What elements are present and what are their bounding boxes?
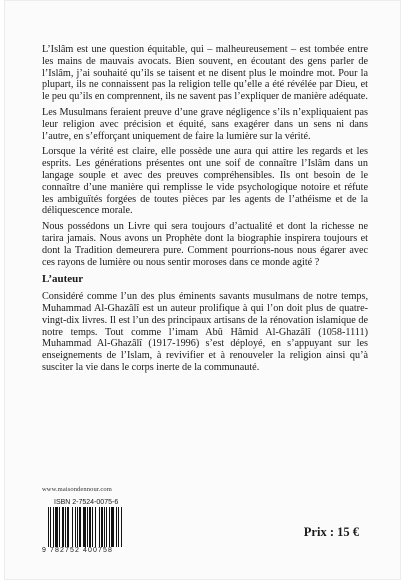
back-cover-text	[42, 44, 368, 378]
blurb-paragraph-2: Les Musulmans feraient preuve d’une grave négligence s’ils n’expliquaient pas leur religion avec précision et équité, sans exagérer dans un sens ni dans l’autre, en s’efforçant uniquement de faire la lumière sur la vérité.	[42, 106, 368, 142]
isbn-label: ISBN 2-7524-0075-6	[54, 499, 119, 506]
author-paragraph: Considéré comme l’un des plus éminents savants musulmans de notre temps, Muhammad Al-Ghazâlî est un auteur prolifique à qui l’on doit plus de quatre-vingt-dix livres. Il est l’un des principaux artisans de la rénovation islamique de notre temps. Tout comme l’imam Abû Hâmid Al-Ghazâlî (1058-1111) Muhammad Al-Ghazâlî (1917-1996) s’est déployé, en s’appuyant sur les enseignements de l’Islam, à revivifier et à renouveler la religion ainsi qu’à susciter la vie dans le corps inerte de la communauté.	[42, 291, 368, 373]
barcode-block	[42, 486, 152, 554]
barcode-bar	[122, 507, 123, 547]
back-cover	[4, 0, 401, 580]
blurb-paragraph-4: Nous possédons un Livre qui sera toujours d’actualité et dont la richesse ne tarira jamais. Nous avons un Prophète dont la biographie inspirera toujours et dont la Tradition demeurera pure. Comment pourrions-nous nous égarer avec ces rayons de lumière ou nous sentir moroses dans ce monde agité ?	[42, 221, 368, 268]
blurb-paragraph-1: L’Islâm est une question équitable, qui – malheureusement – est tombée entre les mains de mauvais avocats. Bien souvent, en écoutant des gens parler de l’Islâm, j’ai souhaité qu’ils se taisent et ne disent plus le moindre mot. Pour la plupart, ils ne connaissent pas la religion telle qu’elle a été révélée par Dieu, et le peu qu’ils en comprennent, ils ne savent pas l’expliquer de manière adéquate.	[42, 44, 368, 103]
author-heading: L’auteur	[42, 273, 84, 286]
barcode	[48, 507, 152, 547]
blurb-paragraph-3: Lorsque la vérité est claire, elle possède une aura qui attire les regards et les esprits. Les générations présentes ont une soif de connaître l’Islâm dans un langage souple et avec des preuves compréhensibles. Ils ont besoin de le connaître d’une manière qui remplisse le vide psychologique notoire et réfute les ambiguïtés forgées de toutes pièces par les agents de l’athéisme et de la déliquescence morale.	[42, 146, 368, 217]
price: Prix : 15 €	[303, 525, 359, 539]
barcode-digits: 9 782752 400758	[42, 547, 113, 554]
publisher-website: www.maisondennour.com	[42, 486, 112, 493]
